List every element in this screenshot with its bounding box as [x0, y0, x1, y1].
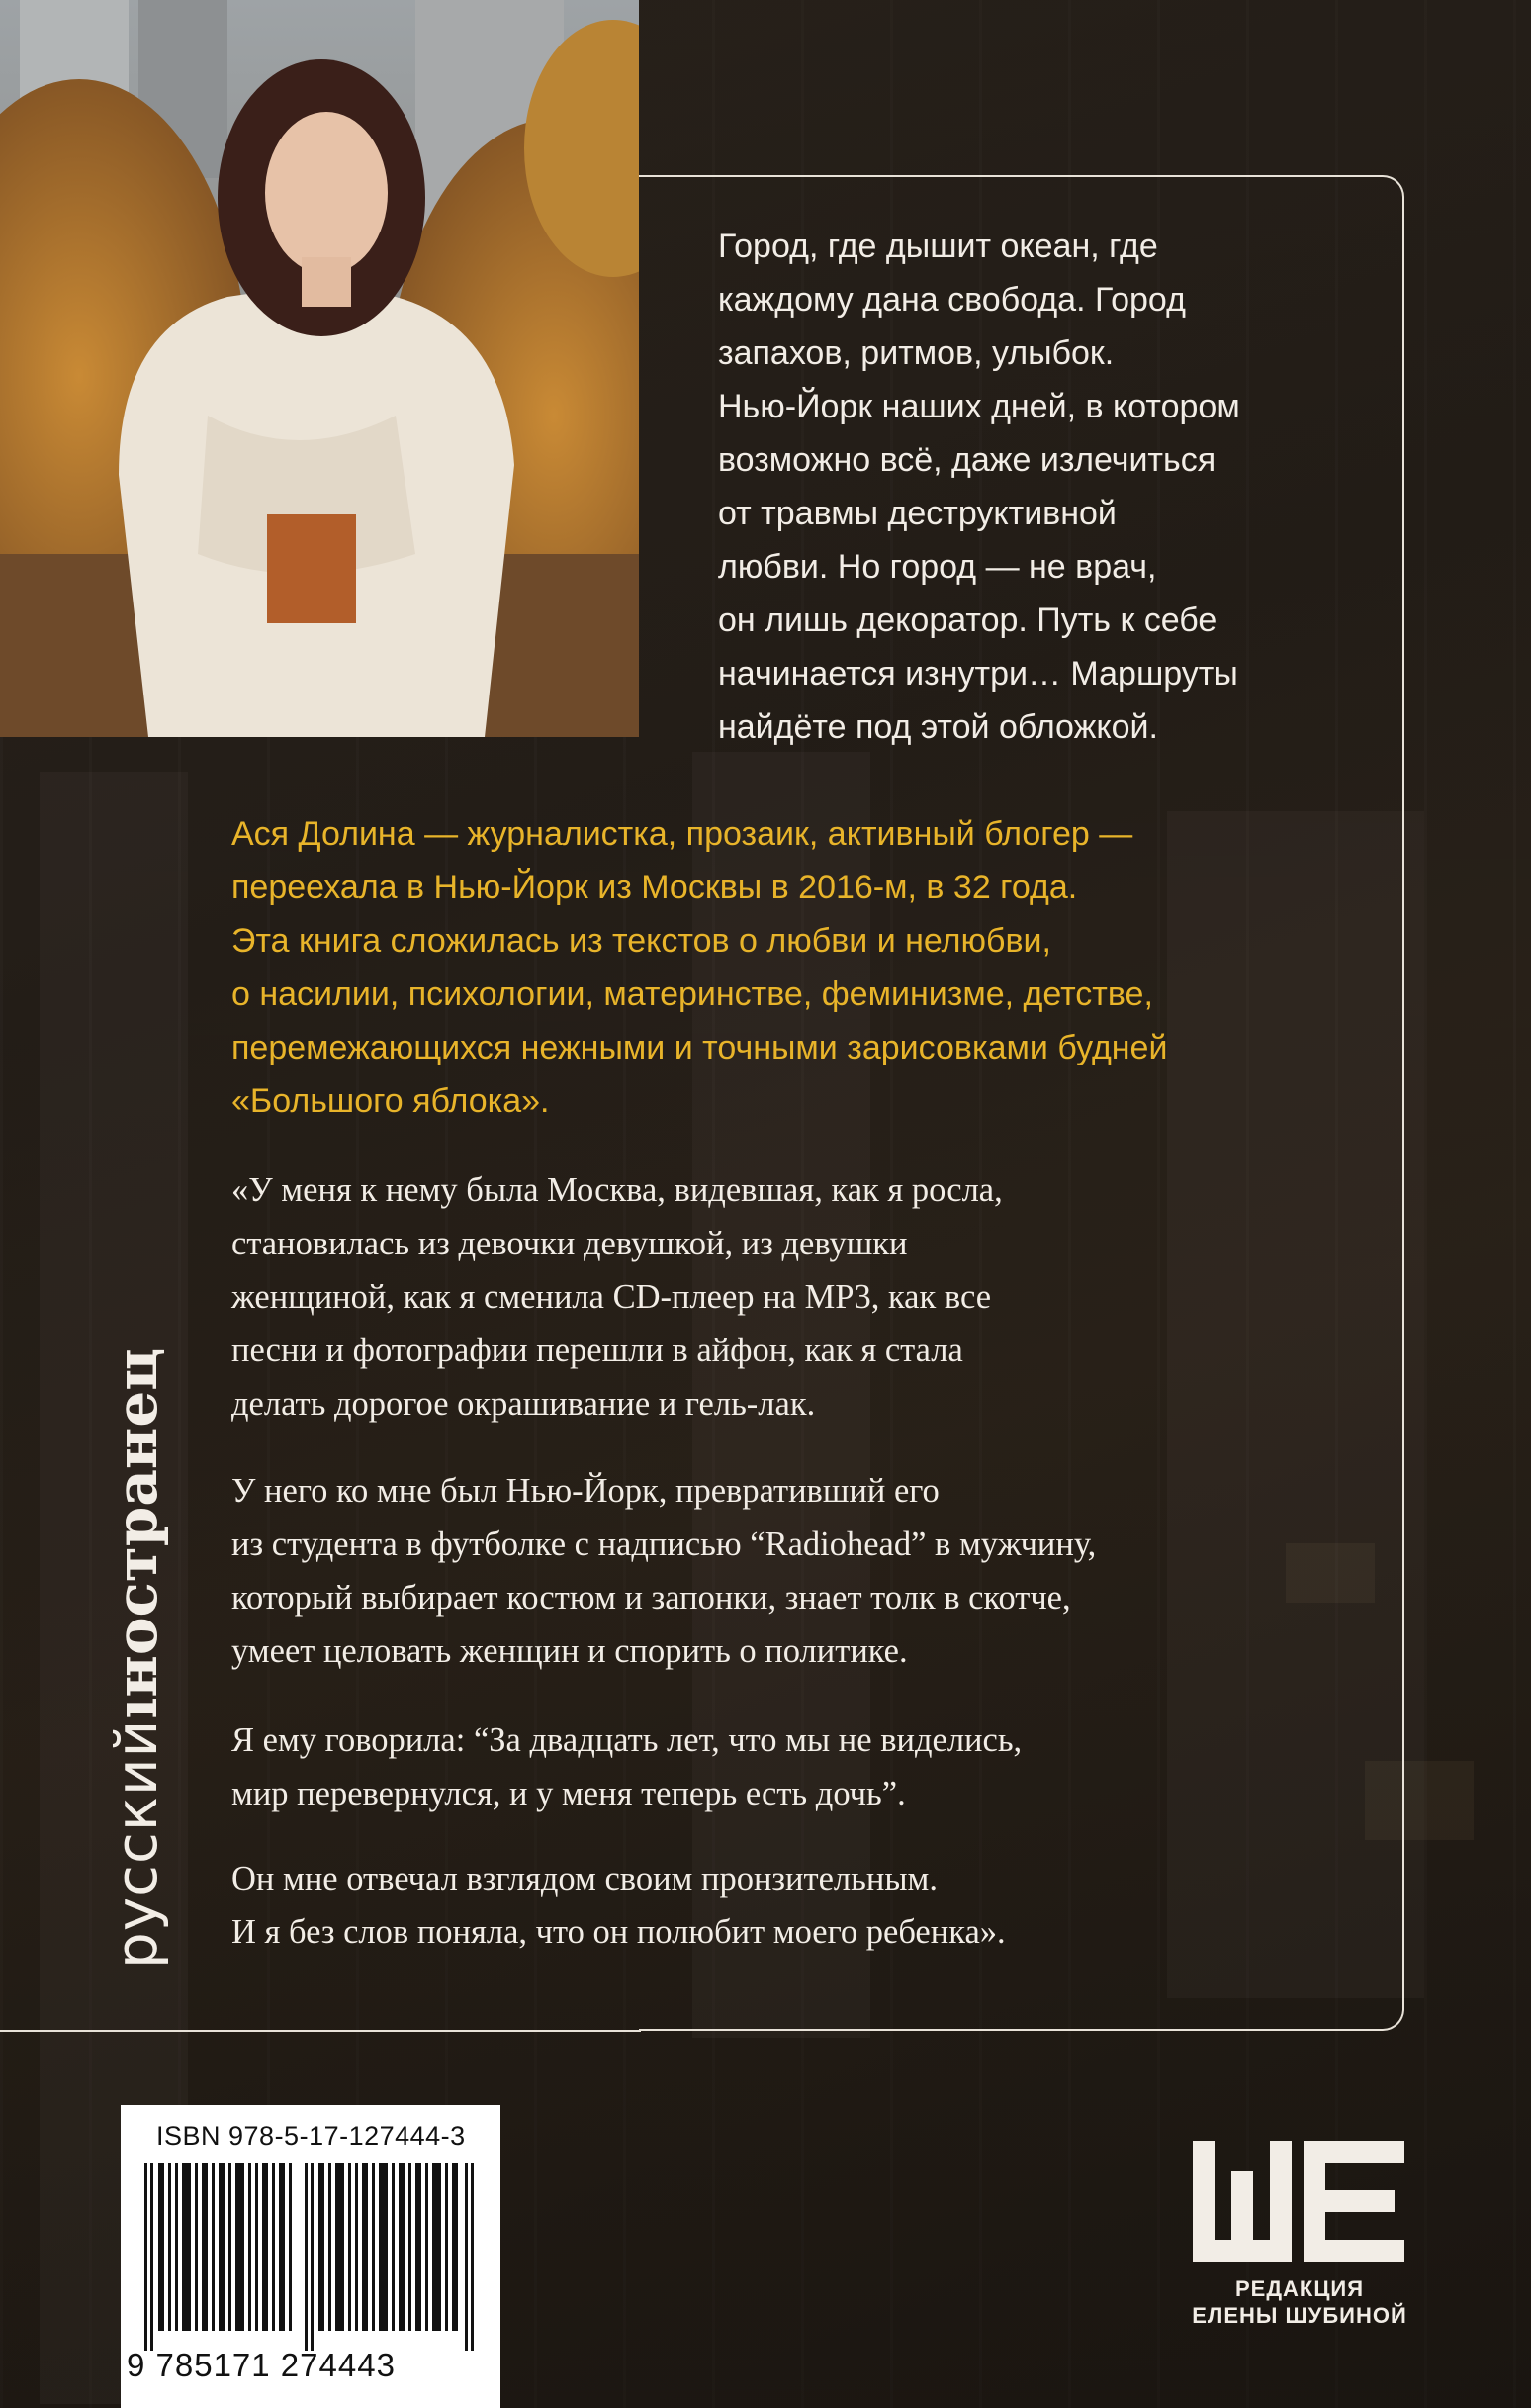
quote-line: умеет целовать женщин и спорить о политике.	[231, 1632, 908, 1670]
bio-line: перемежающихся нежными и точными зарисовками будней	[231, 1029, 1168, 1066]
quote-line: песни и фотографии перешли в айфон, как я стала	[231, 1332, 963, 1369]
blurb-line: найдёте под этой обложкой.	[718, 708, 1158, 746]
series-word-foreigner: ıностранец	[103, 1347, 170, 1719]
blurb-line: любви. Но город — не врач,	[718, 548, 1157, 586]
publisher-logo-icon	[1193, 2141, 1404, 2262]
quote-line: делать дорогое окрашивание и гель-лак.	[231, 1385, 816, 1423]
bio-line: Ася Долина — журналистка, прозаик, активный блогер —	[231, 815, 1133, 853]
quote-line: из студента в футболке с надписью “Radiohead” в мужчину,	[231, 1526, 1097, 1563]
author-photo	[0, 0, 639, 737]
quote-line: который выбирает костюм и запонки, знает толк в скотче,	[231, 1579, 1071, 1617]
quote-paragraph-4	[231, 1852, 1359, 1959]
barcode	[121, 2105, 500, 2408]
blurb-line: Нью-Йорк наших дней, в котором	[718, 388, 1240, 425]
blurb-line: Город, где дышит океан, где	[718, 228, 1158, 265]
blurb-line: начинается изнутри… Маршруты	[718, 655, 1238, 693]
bio-line: «Большого яблока».	[231, 1082, 550, 1120]
publisher-line-1: РЕДАКЦИЯ	[1234, 2276, 1365, 2301]
blurb-line: каждому дана свобода. Город	[718, 281, 1186, 319]
quote-paragraph-1	[231, 1163, 1359, 1431]
frame-bottom-line	[0, 2030, 641, 2032]
series-logo	[103, 1347, 170, 1969]
blurb-line: от травмы деструктивной	[718, 495, 1117, 532]
blurb-line: он лишь декоратор. Путь к себе	[718, 602, 1217, 639]
quote-line: становилась из девочки девушкой, из девушки	[231, 1225, 908, 1262]
quote-line: мир перевернулся, и у меня теперь есть дочь”.	[231, 1775, 906, 1812]
series-word-russian: русский	[103, 1718, 170, 1969]
publisher-line-2: ЕЛЕНЫ ШУБИНОЙ	[1192, 2303, 1407, 2328]
quote-line: Он мне отвечал взглядом своим пронзительным.	[231, 1860, 938, 1898]
quote-line: Я ему говорила: “За двадцать лет, что мы не виделись,	[231, 1721, 1023, 1759]
quote-paragraph-2	[231, 1464, 1359, 1678]
bio-line: переехала в Нью-Йорк из Москвы в 2016-м, в 32 года.	[231, 869, 1078, 906]
isbn-label: ISBN 978-5-17-127444-3	[156, 2121, 466, 2151]
quote-line: «У меня к нему была Москва, видевшая, как я росла,	[231, 1171, 1003, 1209]
barcode-bars	[144, 2163, 477, 2351]
quote-line: У него ко мне был Нью-Йорк, превративший его	[231, 1472, 940, 1510]
quote-line: женщиной, как я сменила CD-плеер на MP3, как все	[231, 1278, 992, 1316]
barcode-digits: 9 785171 274443	[127, 2347, 396, 2383]
blurb-text	[718, 220, 1351, 754]
bio-line: о насилии, психологии, материнстве, феминизме, детстве,	[231, 975, 1153, 1013]
blurb-line: запахов, ритмов, улыбок.	[718, 334, 1115, 372]
quote-line: И я без слов поняла, что он полюбит моего ребенка».	[231, 1913, 1006, 1951]
blurb-line: возможно всё, даже излечиться	[718, 441, 1216, 479]
author-bio	[231, 807, 1339, 1128]
quote-paragraph-3	[231, 1713, 1359, 1820]
bio-line: Эта книга сложилась из текстов о любви и нелюбви,	[231, 922, 1051, 960]
